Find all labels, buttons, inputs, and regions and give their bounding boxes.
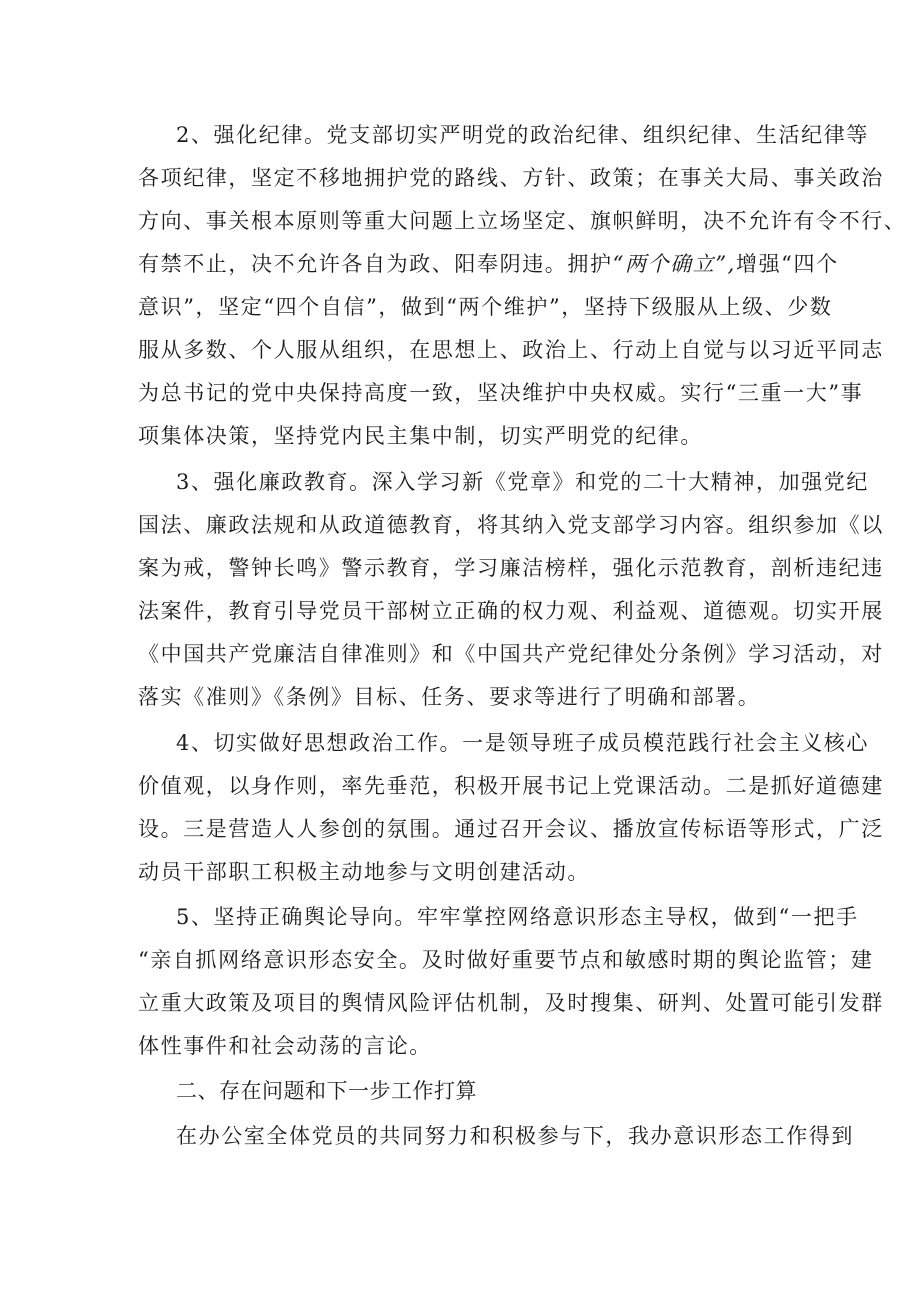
- section-heading: 二、存在问题和下一步工作打算: [176, 1079, 477, 1103]
- paragraph-2-line-8: 项集体决策，坚持党内民主集中制，切实严明党的纪律。: [138, 424, 703, 448]
- paragraph-3-line-2: 国法、廉政法规和从政道德教育，将其纳入党支部学习内容。组织参加《以: [138, 513, 884, 537]
- paragraph-2-line-3: 方向、事关根本原则等重大问题上立场坚定、旗帜鲜明，决不允许有令不行、: [138, 209, 907, 233]
- paragraph-2-line-4-text: 有禁不止，决不允许各自为政、阳奉阴违。拥护: [138, 252, 613, 276]
- paragraph-2-line-4: [138, 250, 839, 278]
- paragraph-2-line-5: 意识”，坚定“四个自信”，做到“两个维护”，坚持下级服从上级、少数: [138, 295, 833, 319]
- paragraph-3-line-3: 案为戒，警钟长鸣》警示教育，学习廉洁榜样，强化示范教育，剖析违纪违: [138, 556, 884, 580]
- paragraph-2-line-7: 为总书记的党中央保持高度一致，坚决维护中央权威。实行“三重一大”事: [138, 381, 864, 405]
- paragraph-4-line-3: 设。三是营造人人参创的氛围。通过召开会议、播放宣传标语等形式，广泛: [138, 817, 884, 841]
- paragraph-5-line-4: 体性事件和社会动荡的言论。: [138, 1034, 432, 1058]
- final-paragraph-line-1: 在办公室全体党员的共同努力和积极参与下，我办意识形态工作得到: [176, 1124, 854, 1148]
- paragraph-4-line-2: 价值观，以身作则，率先垂范，积极开展书记上党课活动。二是抓好道德建: [138, 774, 884, 798]
- paragraph-2-line-6: 服从多数、个人服从组织，在思想上、政治上、行动上自觉与以习近平同志: [138, 338, 884, 362]
- paragraph-5-line-3: 立重大政策及项目的舆情风险评估机制，及时搜集、研判、处置可能引发群: [138, 991, 884, 1015]
- paragraph-3-line-1: 3、强化廉政教育。深入学习新《党章》和党的二十大精神，加强党纪: [176, 470, 869, 494]
- paragraph-4-line-1: 4、切实做好思想政治工作。一是领导班子成员模范践行社会主义核心: [176, 731, 869, 755]
- paragraph-3-line-5: 《中国共产党廉洁自律准则》和《中国共产党纪律处分条例》学习活动，对: [138, 642, 884, 666]
- paragraph-3-line-6: 落实《准则》《条例》目标、任务、要求等进行了明确和部署。: [138, 685, 761, 709]
- paragraph-2-line-4-tail: 增强“四个: [735, 252, 839, 276]
- paragraph-4-line-4: 动员干部职工积极主动地参与文明创建活动。: [138, 860, 590, 884]
- paragraph-5-line-1: 5、坚持正确舆论导向。牢牢掌控网络意识形态主导权，做到“一把手: [176, 905, 859, 929]
- paragraph-5-line-2: “亲自抓网络意识形态安全。及时做好重要节点和敏感时期的舆论监管；建: [138, 948, 874, 972]
- paragraph-2-line-2: 各项纪律，坚定不移地拥护党的路线、方针、政策；在事关大局、事关政治: [138, 166, 884, 190]
- paragraph-2-line-4-italic: “两个确立”,: [612, 252, 736, 276]
- paragraph-3-line-4: 法案件，教育引导党员干部树立正确的权力观、利益观、道德观。切实开展: [138, 599, 884, 623]
- paragraph-2-line-1: 2、强化纪律。党支部切实严明党的政治纪律、组织纪律、生活纪律等: [176, 123, 869, 147]
